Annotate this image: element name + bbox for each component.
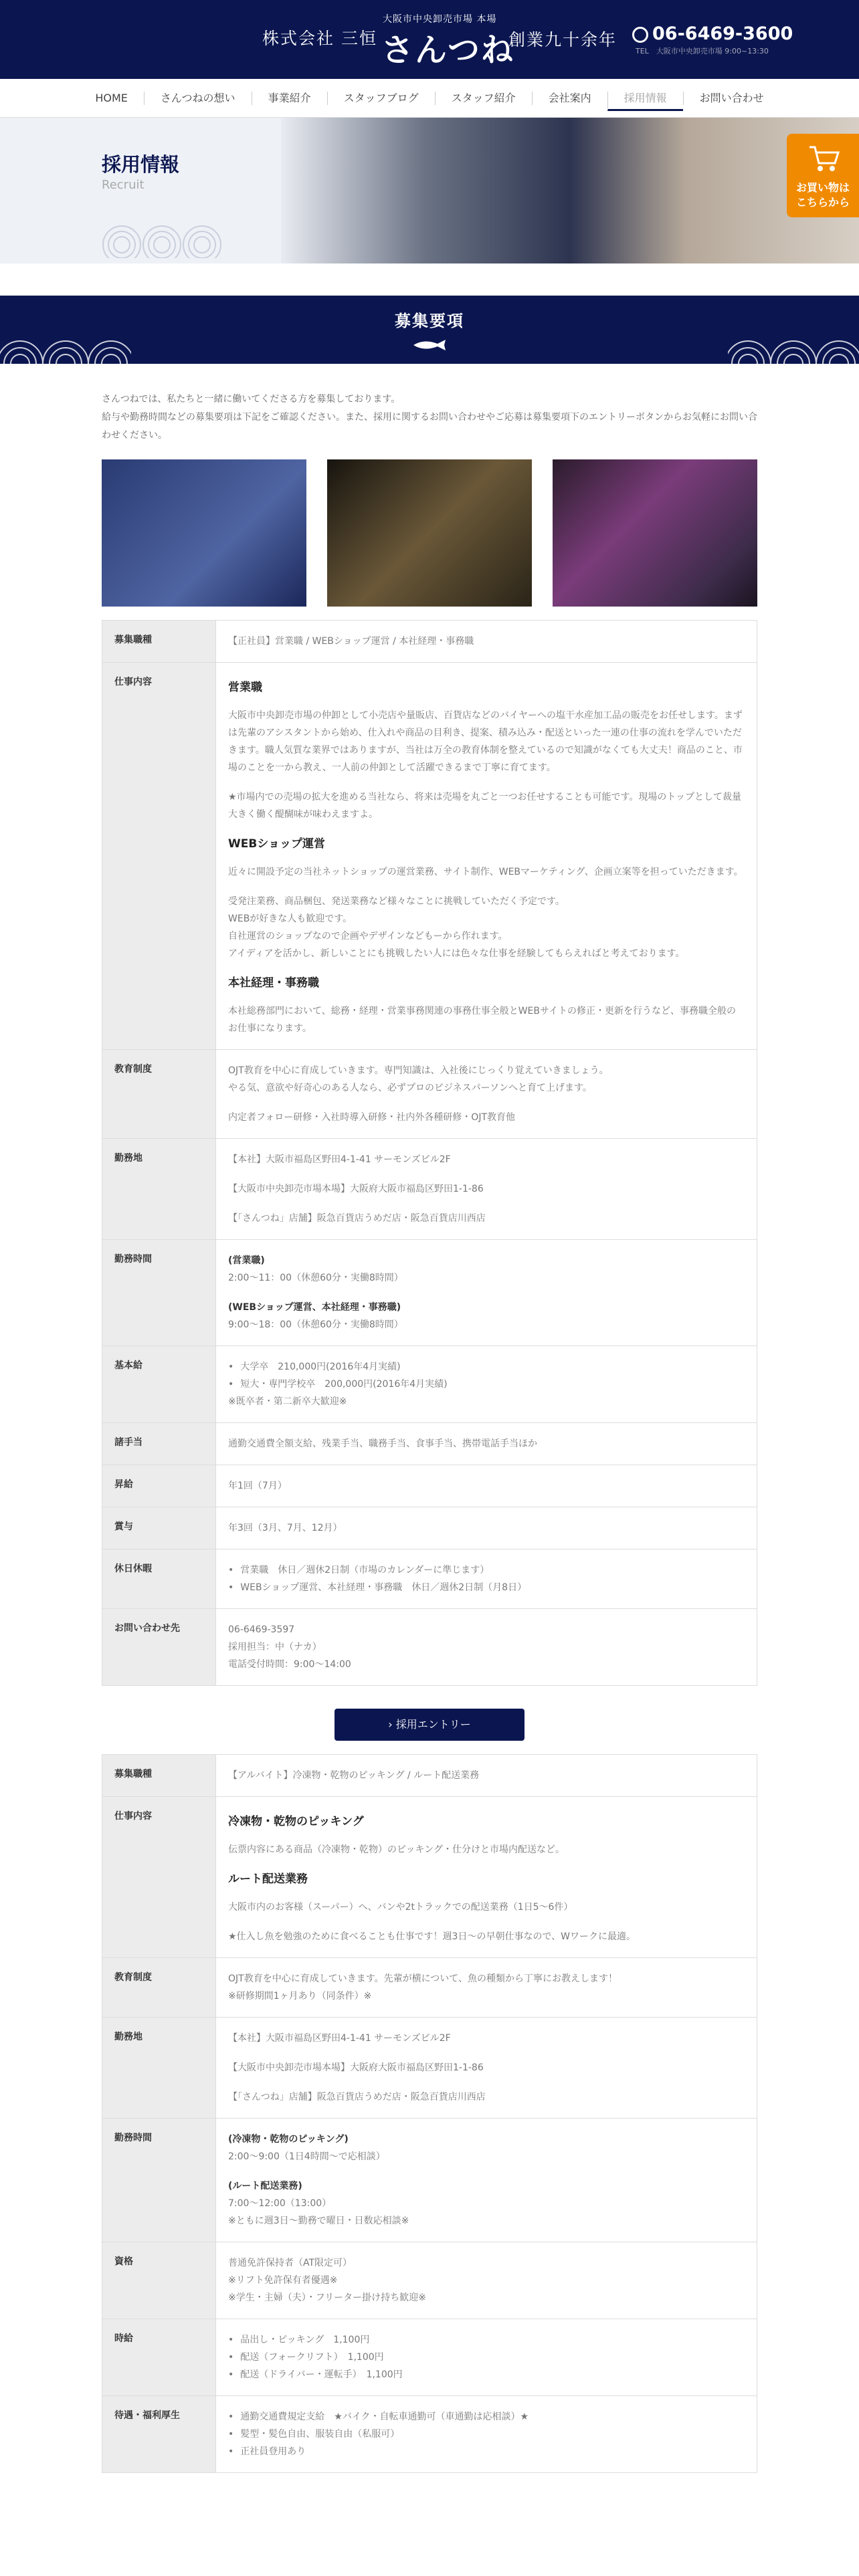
row-value: [216, 1549, 757, 1609]
job-text: • 配送（フォークリフト） 1,100円: [228, 2349, 745, 2366]
since-text: 創業九十余年: [508, 30, 617, 49]
row-value: [216, 2119, 757, 2242]
row-label: 賞与: [102, 1507, 216, 1549]
table-row: [102, 1797, 757, 1958]
row-label: 教育制度: [102, 1958, 216, 2018]
shop-button[interactable]: [787, 134, 859, 217]
phone-number[interactable]: 06-6469-3600: [632, 23, 793, 44]
site-logo[interactable]: さんつね: [381, 31, 515, 69]
table-row: [102, 2242, 757, 2319]
row-value: [216, 2018, 757, 2119]
row-label: 仕事内容: [102, 663, 216, 1050]
fish-icon: [411, 338, 448, 352]
row-label: 待遇・福利厚生: [102, 2396, 216, 2473]
page-title: 採用情報: [102, 153, 180, 176]
table-row: [102, 2018, 757, 2119]
row-value: 【正社員】営業職 / WEBショップ運営 / 本社経理・事務職: [216, 621, 757, 663]
global-nav: [0, 79, 859, 118]
job-text: 大阪市中央卸売市場の仲卸として小売店や量販店、百貨店などのバイヤーへの塩干水産加工品の販売をお任せします。まずは先輩のアシスタントから始め、仕入れや商品の目利き、提案、積み込み・配送といった一連の仕事の流れを学んでいただきます。職人気質な業界ではありますが、当社は万全の教育体制を整えているので知識がなくても大丈夫！商品のこと、市場のことを一から教え、一人前の仲卸として活躍できるまで丁寧に育てます。: [228, 710, 743, 773]
row-label: 勤務時間: [102, 2119, 216, 2242]
job-text: (WEBショップ運営、本社経理・事務職): [228, 1302, 401, 1313]
job-heading: 冷凍物・乾物のピッキング: [228, 1815, 364, 1828]
table-row: [102, 1465, 757, 1507]
row-label: 昇給: [102, 1465, 216, 1507]
job-text: 2:00〜9:00（1日4時間〜で応相談）: [228, 2151, 385, 2162]
logo-tagline: 大阪市中央卸売市場 本場: [383, 14, 497, 25]
row-value: [216, 1797, 757, 1958]
table-row: [102, 1549, 757, 1609]
row-value: [216, 663, 757, 1050]
page-hero: [0, 118, 859, 263]
job-text: • 配送（ドライバー・運転手） 1,100円: [228, 2366, 745, 2383]
job-text: ★仕入し魚を勉強のために食べることも仕事です！週3日〜の早朝仕事なので、Wワークに最適。: [228, 1931, 636, 1942]
job-text: • 通勤交通費規定支給 ★バイク・自転車通勤可（車通勤は応相談）★: [228, 2408, 745, 2426]
job-text: 受発注業務、商品梱包、発送業務など様々なことに挑戦していただく予定です。 WEBが好きな人も歓迎です。 自社運営のショップなので企画やデザインなどもーから作れます。 アイディアを活かし、新しいことにも挑戦したい人には色々な仕事を経験してもらえればと考えております。: [228, 896, 685, 959]
company-name: 株式会社 三恒: [262, 29, 377, 48]
job-heading: WEBショップ運営: [228, 837, 325, 851]
row-label: 諸手当: [102, 1423, 216, 1465]
row-label: 時給: [102, 2319, 216, 2396]
job-table-fulltime: [102, 620, 757, 1686]
job-text: ★市場内での売場の拡大を進める当社なら、将来は売場を丸ごと一つお任せすることも可能です。現場のトップとして裁量大きく働く醍醐味が味わえますよ。: [228, 792, 742, 820]
row-label: 仕事内容: [102, 1797, 216, 1958]
job-text: • 正社員登用あり: [228, 2443, 745, 2460]
job-text: (冷凍物・乾物のピッキング): [228, 2134, 349, 2145]
table-row: [102, 1050, 757, 1139]
page-subtitle: Recruit: [102, 178, 145, 192]
phone-icon: [632, 27, 648, 43]
shop-label-1: お買い物は: [795, 181, 850, 194]
table-row: [102, 1958, 757, 2018]
table-row: [102, 1423, 757, 1465]
row-label: 資格: [102, 2242, 216, 2319]
entry-button[interactable]: › 採用エントリー: [335, 1709, 524, 1741]
job-text: 【大阪市中央卸売市場本場】大阪府大阪市福島区野田1-1-86: [228, 1184, 484, 1194]
row-value: [216, 2396, 757, 2473]
job-text: • WEBショップ運営、本社経理・事務職 休日／週休2日制（月8日）: [228, 1579, 745, 1596]
nav-staff-blog[interactable]: スタッフブログ: [327, 92, 435, 105]
wave-left-icon: [0, 314, 131, 364]
job-text: 【本社】大阪市福島区野田4-1-41 サーモンズビル2F: [228, 2033, 451, 2044]
site-header: [0, 0, 859, 79]
nav-recruit[interactable]: 採用情報: [607, 92, 683, 111]
row-value: [216, 1139, 757, 1240]
job-text: • 品出し・ピッキング 1,100円: [228, 2331, 745, 2349]
row-value: OJT教育を中心に育成していきます。先輩が横について、魚の種類から丁寧にお教えします！ ※研修期間1ヶ月あり（同条件）※: [216, 1958, 757, 2018]
job-text: 【大阪市中央卸売市場本場】大阪府大阪市福島区野田1-1-86: [228, 2062, 484, 2073]
row-value: 【アルバイト】冷凍物・乾物のピッキング / ルート配送業務: [216, 1755, 757, 1797]
nav-home[interactable]: HOME: [95, 91, 128, 104]
photo-party: [553, 459, 757, 607]
row-label: 募集職種: [102, 621, 216, 663]
shop-label-2: こちらから: [795, 196, 850, 209]
nav-contact[interactable]: お問い合わせ: [683, 92, 780, 105]
job-text: • 営業職 休日／週休2日制（市場のカレンダーに準じます）: [228, 1562, 745, 1579]
row-value: [216, 2319, 757, 2396]
row-label: 休日休暇: [102, 1549, 216, 1609]
job-heading: 本社経理・事務職: [228, 976, 319, 990]
job-text: • 短大・専門学校卒 200,000円(2016年4月実績): [228, 1376, 745, 1393]
photo-gallery: [102, 459, 757, 607]
row-label: 勤務地: [102, 2018, 216, 2119]
job-text: 7:00〜12:00（13:00） ※ともに週3日〜勤務で曜日・日数応相談※: [228, 2198, 409, 2226]
wave-pattern-icon: [102, 198, 222, 258]
table-row: [102, 2319, 757, 2396]
hero-photo: [281, 118, 859, 263]
intro-text: さんつねでは、私たちと一緒に働いてくださる方を募集しております。 給与や勤務時間などの募集要項は下記をご確認ください。また、採用に関するお問い合わせやご応募は募集要項下のエントリーボタンからお気軽にお問い合わせください。: [102, 394, 757, 441]
job-text: 本社総務部門において、総務・経理・営業事務関連の事務仕事全般とWEBサイトの修正・更新を行うなど、事務職全般のお仕事になります。: [228, 1006, 737, 1034]
job-text: • 髪型・髪色自由、服装自由（私服可）: [228, 2426, 745, 2443]
table-row: [102, 2119, 757, 2242]
row-label: 勤務時間: [102, 1240, 216, 1346]
row-label: 募集職種: [102, 1755, 216, 1797]
row-label: 勤務地: [102, 1139, 216, 1240]
nav-staff[interactable]: スタッフ紹介: [435, 92, 532, 105]
photo-market: [327, 459, 532, 607]
section-title: [0, 296, 859, 364]
wave-right-icon: [728, 314, 859, 364]
row-value: [216, 1346, 757, 1423]
row-value: 年3回（3月、7月、12月）: [216, 1507, 757, 1549]
nav-philosophy[interactable]: さんつねの想い: [144, 92, 252, 105]
table-row: [102, 663, 757, 1050]
job-text: 近々に開設予定の当社ネットショップの運営業務、サイト制作、WEBマーケティング、企画立案等を担っていただきます。: [228, 867, 743, 877]
row-value: 06-6469-3597 採用担当：中（ナカ） 電話受付時間：9:00〜14:00: [216, 1609, 757, 1686]
job-heading: ルート配送業務: [228, 1872, 308, 1886]
business-hours: TEL 大阪市中央卸売市場 9:00~13:30: [636, 47, 769, 56]
job-text: 【「さんつね」店舗】阪急百貨店うめだ店・阪急百貨店川西店: [228, 2092, 486, 2103]
row-value: 普通免許保持者（AT限定可） ※リフト免許保有者優遇※ ※学生・主婦（夫）・フリーター掛け持ち歓迎※: [216, 2242, 757, 2319]
job-text: • 大学卒 210,000円(2016年4月実績): [228, 1358, 745, 1376]
table-row: [102, 1755, 757, 1797]
job-text: 2:00〜11：00（休憩60分・実働8時間）: [228, 1273, 403, 1283]
table-row: [102, 1507, 757, 1549]
table-row: [102, 1139, 757, 1240]
table-row: [102, 1609, 757, 1686]
cart-icon: [807, 142, 840, 175]
job-text: (営業職): [228, 1255, 265, 1266]
row-value: 通勤交通費全額支給、残業手当、職務手当、食事手当、携帯電話手当ほか: [216, 1423, 757, 1465]
photo-staff: [102, 459, 306, 607]
row-label: 教育制度: [102, 1050, 216, 1139]
job-text: (ルート配送業務): [228, 2181, 302, 2191]
row-label: 基本給: [102, 1346, 216, 1423]
table-row: [102, 621, 757, 663]
job-text: 内定者フォロー研修・入社時導入研修・社内外各種研修・OJT教育他: [228, 1112, 515, 1123]
table-row: [102, 1240, 757, 1346]
job-text: 大阪市内のお客様（スーパー）へ、バンや2tトラックでの配送業務（1日5〜6件）: [228, 1902, 573, 1913]
job-heading: 営業職: [228, 681, 262, 694]
table-row: [102, 2396, 757, 2473]
row-value: [216, 1050, 757, 1139]
job-text: 伝票内容にある商品（冷凍物・乾物）のピッキング・仕分けと市場内配送など。: [228, 1844, 565, 1855]
job-text: 【本社】大阪市福島区野田4-1-41 サーモンズビル2F: [228, 1154, 451, 1165]
row-value: [216, 1240, 757, 1346]
nav-company[interactable]: 会社案内: [532, 92, 607, 105]
section-title-text: 募集要項: [395, 312, 464, 330]
job-text: 9:00〜18：00（休憩60分・実働8時間）: [228, 1319, 403, 1330]
job-text: OJT教育を中心に育成していきます。専門知識は、入社後にじっくり覚えていきましょう。 やる気、意欲や好奇心のある人なら、必ずプロのビジネスパーソンへと育て上げます。: [228, 1065, 609, 1093]
job-table-parttime: [102, 1754, 757, 2473]
nav-business[interactable]: 事業紹介: [252, 92, 327, 105]
table-row: [102, 1346, 757, 1423]
row-value: 年1回（7月）: [216, 1465, 757, 1507]
row-label: お問い合わせ先: [102, 1609, 216, 1686]
job-text: 【「さんつね」店舗】阪急百貨店うめだ店・阪急百貨店川西店: [228, 1213, 486, 1224]
job-text: ※既卒者・第二新卒大歓迎※: [228, 1396, 347, 1407]
